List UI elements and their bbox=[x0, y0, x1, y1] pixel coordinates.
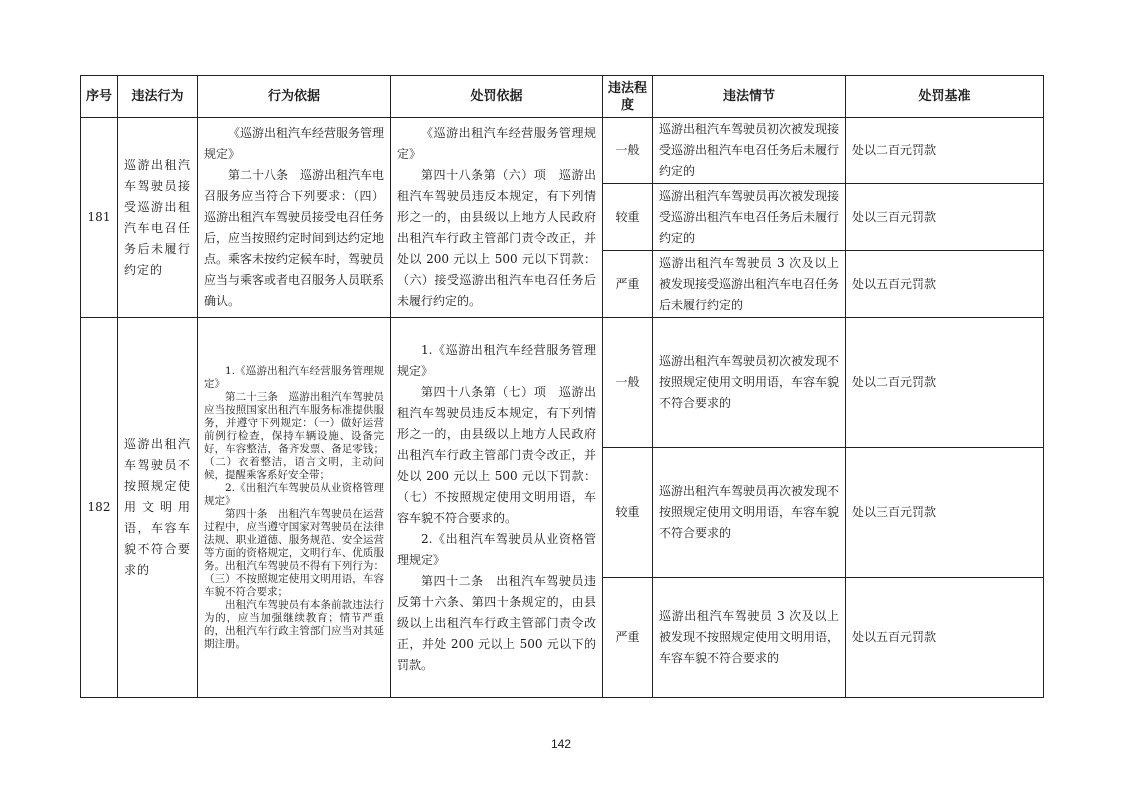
basis-text: 第四十条 出租汽车驾驶员在运营过程中，应当遵守国家对驾驶员在法律法规、职业道德、服务规范、安全运营等方面的资格规定，文明行车、优质服务。出租汽车驾驶员不得有下列行为：（三）不按照规定使用文明用语，车容车貌不符合要求； bbox=[204, 507, 384, 598]
violation-situation: 巡游出租汽车驾驶员再次被发现不按照规定使用文明用语，车容车貌不符合要求的 bbox=[653, 448, 846, 578]
penalty-basis-text: 1.《巡游出租汽车经营服务管理规定》 bbox=[397, 342, 596, 378]
penalty-basis-text: 第四十二条 出租汽车驾驶员违反第十六条、第四十条规定的，由县级以上出租汽车行政主管部门责令改正，并处 200 元以上 500 元以下的罚款。 bbox=[397, 573, 596, 672]
behavior-basis bbox=[198, 318, 391, 698]
penalty-standard: 处以三百元罚款 bbox=[846, 184, 1044, 251]
violation-degree: 一般 bbox=[603, 118, 653, 184]
basis-text: 《巡游出租汽车经营服务管理规定》 bbox=[204, 126, 385, 161]
penalty-basis-text: 《巡游出租汽车经营服务管理规定》 bbox=[397, 126, 596, 161]
penalty-basis bbox=[391, 318, 603, 698]
penalty-basis-text: 2.《出租汽车驾驶员从业资格管理规定》 bbox=[397, 531, 596, 567]
page-number: 142 bbox=[550, 737, 572, 751]
violation-behavior: 巡游出租汽车驾驶员不按照规定使用文明用语，车容车貌不符合要求的 bbox=[118, 318, 198, 698]
header-degree: 违法程度 bbox=[603, 76, 653, 118]
header-penalty-basis: 处罚依据 bbox=[391, 76, 603, 118]
header-row bbox=[81, 76, 1044, 118]
violation-degree: 较重 bbox=[603, 448, 653, 578]
basis-text: 第二十八条 巡游出租汽车电召服务应当符合下列要求：（四）巡游出租汽车驾驶员接受电召任务后，应当按照约定时间到达约定地点。乘客未按约定候车时，驾驶员应当与乘客或者电召服务人员联系确认。 bbox=[204, 168, 385, 308]
header-basis: 行为依据 bbox=[198, 76, 391, 118]
table-row bbox=[81, 318, 1044, 448]
violation-degree: 一般 bbox=[603, 318, 653, 448]
penalty-standard: 处以二百元罚款 bbox=[846, 118, 1044, 184]
violation-degree: 严重 bbox=[603, 578, 653, 698]
violation-situation: 巡游出租汽车驾驶员初次被发现接受巡游出租汽车电召任务后未履行约定的 bbox=[653, 118, 846, 184]
basis-text: 1.《巡游出租汽车经营服务管理规定》 bbox=[204, 364, 384, 390]
penalty-basis-text: 第四十八条第（七）项 巡游出租汽车驾驶员违反本规定，有下列情形之一的，由县级以上地方人民政府出租汽车行政主管部门责令改正，并处以 200 元以上 500 元以下罚款：（七）不按照规定使用文明用语，车容车貌不符合要求的。 bbox=[397, 384, 596, 525]
violation-degree: 严重 bbox=[603, 251, 653, 318]
header-behavior: 违法行为 bbox=[118, 76, 198, 118]
penalty-standards-table bbox=[80, 75, 1044, 698]
header-standard: 处罚基准 bbox=[846, 76, 1044, 118]
penalty-standard: 处以五百元罚款 bbox=[846, 578, 1044, 698]
table-row bbox=[81, 118, 1044, 184]
penalty-basis bbox=[391, 118, 603, 318]
penalty-standard: 处以五百元罚款 bbox=[846, 251, 1044, 318]
violation-situation: 巡游出租汽车驾驶员再次被发现接受巡游出租汽车电召任务后未履行约定的 bbox=[653, 184, 846, 251]
penalty-basis-text: 第四十八条第（六）项 巡游出租汽车驾驶员违反本规定，有下列情形之一的，由县级以上地方人民政府出租汽车行政主管部门责令改正，并处以 200 元以上 500 元以下罚款：（六）接受巡游出租汽车电召任务后未履行约定的。 bbox=[397, 168, 596, 308]
basis-text: 出租汽车驾驶员有本条前款违法行为的，应当加强继续教育；情节严重的，出租汽车行政主管部门应当对其延期注册。 bbox=[204, 598, 384, 650]
behavior-basis bbox=[198, 118, 391, 318]
violation-situation: 巡游出租汽车驾驶员 3 次及以上被发现接受巡游出租汽车电召任务后未履行约定的 bbox=[653, 251, 846, 318]
basis-text: 2.《出租汽车驾驶员从业资格管理规定》 bbox=[204, 481, 384, 507]
violation-situation: 巡游出租汽车驾驶员初次被发现不按照规定使用文明用语，车容车貌不符合要求的 bbox=[653, 318, 846, 448]
header-no: 序号 bbox=[81, 76, 118, 118]
row-number: 181 bbox=[81, 118, 118, 318]
row-number: 182 bbox=[81, 318, 118, 698]
basis-text: 第二十三条 巡游出租汽车驾驶员应当按照国家出租汽车服务标准提供服务，并遵守下列规定：（一）做好运营前例行检查，保持车辆设施、设备完好，车容整洁，备齐发票、备足零钱；（二）衣着整洁，语言文明，主动问候，提醒乘客系好安全带； bbox=[204, 390, 384, 481]
penalty-standard: 处以三百元罚款 bbox=[846, 448, 1044, 578]
penalty-standard: 处以二百元罚款 bbox=[846, 318, 1044, 448]
violation-behavior: 巡游出租汽车驾驶员接受巡游出租汽车电召任务后未履行约定的 bbox=[118, 118, 198, 318]
violation-situation: 巡游出租汽车驾驶员 3 次及以上被发现不按照规定使用文明用语，车容车貌不符合要求的 bbox=[653, 578, 846, 698]
header-situation: 违法情节 bbox=[653, 76, 846, 118]
violation-degree: 较重 bbox=[603, 184, 653, 251]
